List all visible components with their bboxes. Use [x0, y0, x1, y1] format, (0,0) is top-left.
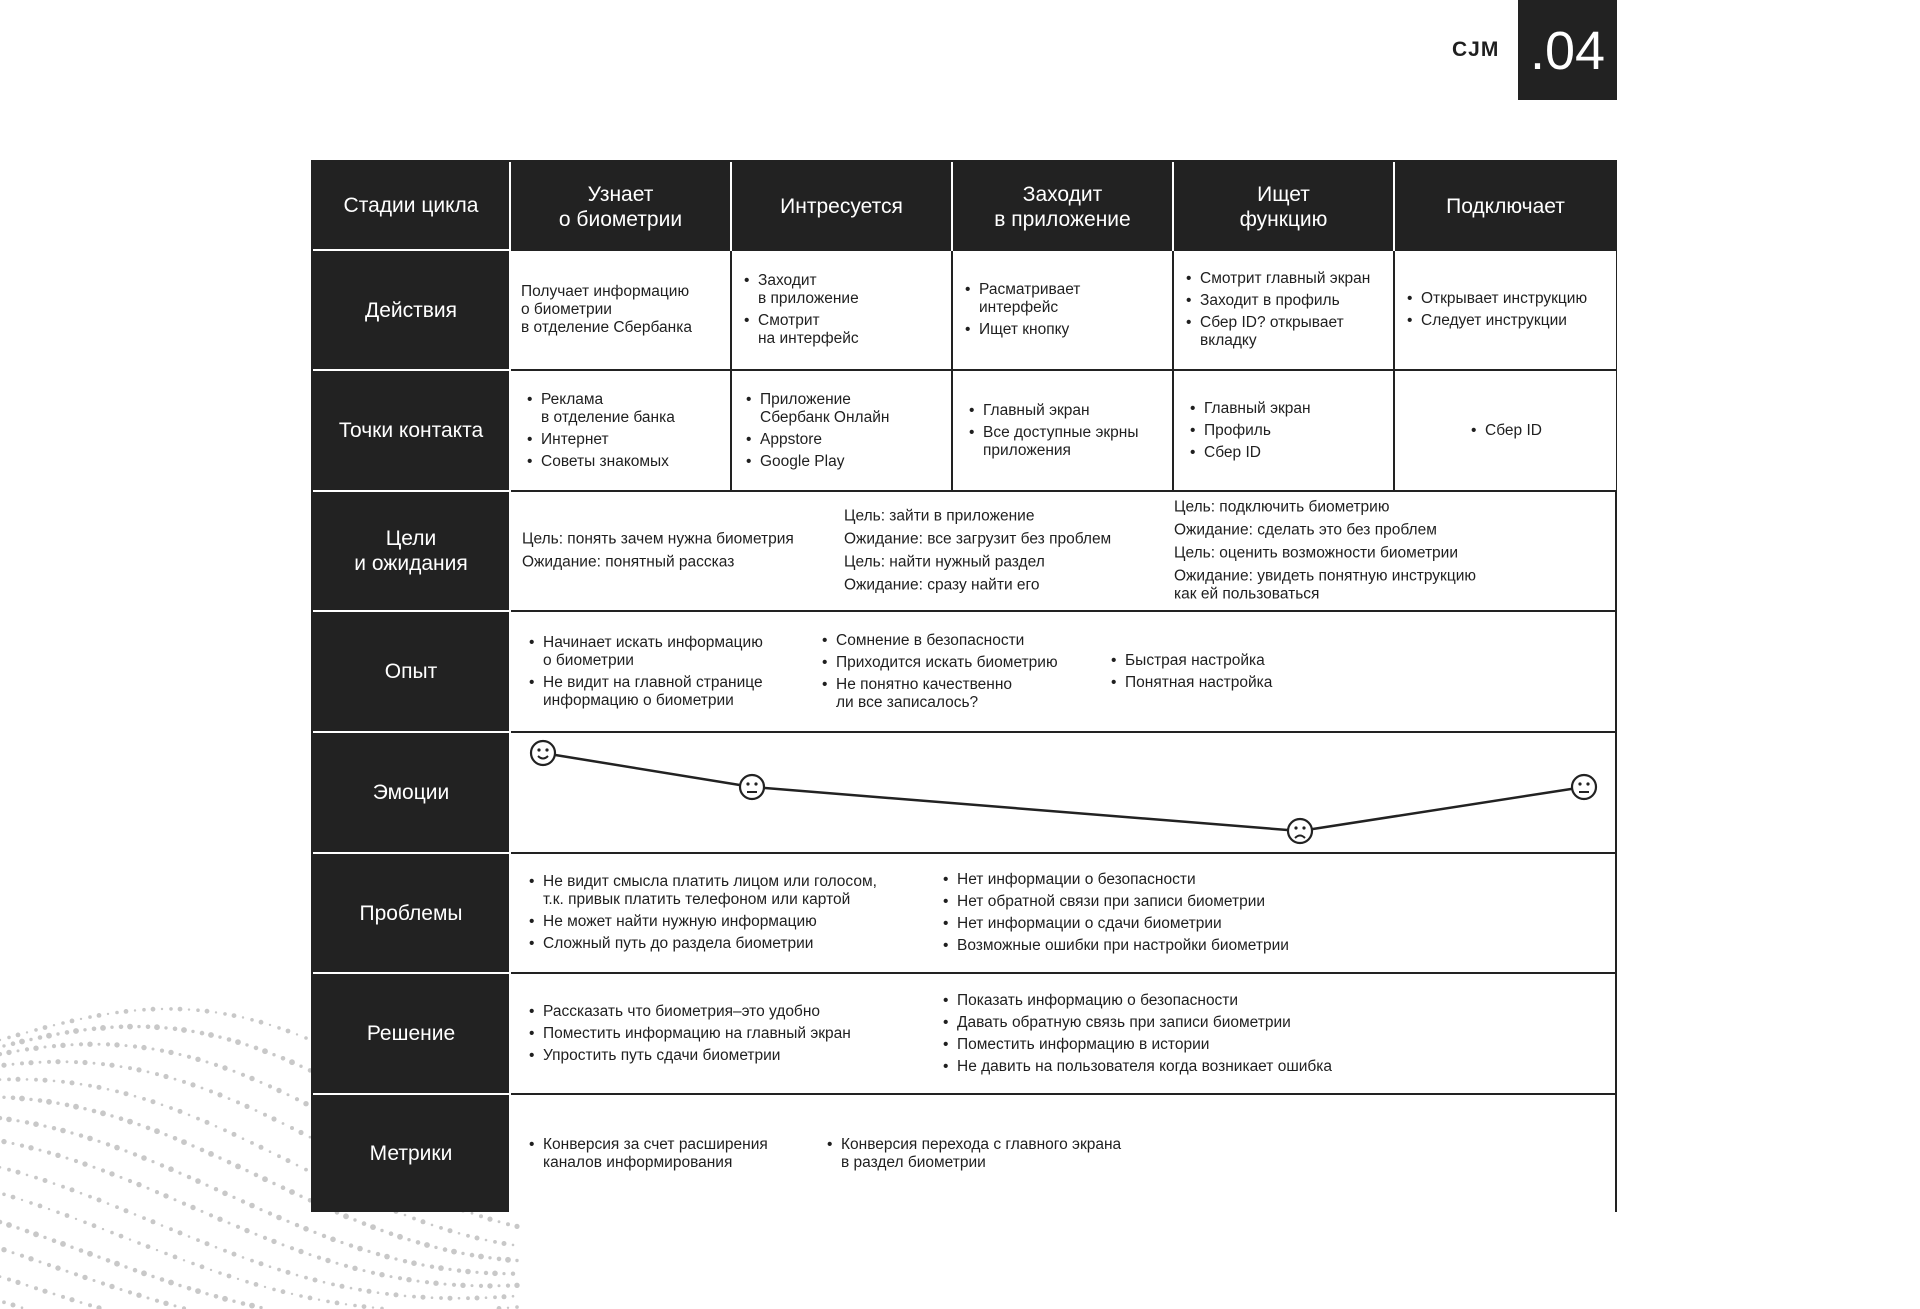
- list-item: • Заходит в приложение: [742, 272, 859, 308]
- list-item: • Интернет: [525, 431, 675, 449]
- list-item: • Поместить информацию в истории: [941, 1036, 1332, 1054]
- list-item: • Советы знакомых: [525, 453, 675, 471]
- list-item: • Сбер ID: [1188, 444, 1311, 462]
- touchpoints-cell: [511, 371, 732, 492]
- list-item: • Открывает инструкцию: [1405, 290, 1587, 308]
- table-row: [313, 371, 1615, 492]
- cjm-table: [311, 160, 1617, 1212]
- table-row: [313, 612, 1615, 733]
- table-row: [313, 251, 1615, 371]
- goal-line: Цель: оценить возможности биометрии: [1174, 544, 1458, 562]
- metrics-group: [825, 1132, 1121, 1176]
- goal-line: Ожидание: сделать это без проблем: [1174, 521, 1437, 539]
- list-item: • Не может найти нужную информацию: [527, 913, 877, 931]
- bullet-list: [1109, 652, 1272, 692]
- list-item: • Давать обратную связь при записи биометрии: [941, 1014, 1332, 1032]
- list-item: • Понятная настройка: [1109, 674, 1272, 692]
- list-item: • Нет обратной связи при записи биометрии: [941, 893, 1289, 911]
- goals-cell: [511, 492, 1615, 612]
- row-header-emotions: Эмоции: [313, 733, 511, 854]
- bullet-list: [525, 387, 675, 475]
- problems-cell: [511, 854, 1615, 974]
- bullet-list: [941, 871, 1289, 955]
- table-row: [313, 162, 1615, 251]
- actions-cell: [1174, 251, 1395, 371]
- bullet-list: [744, 387, 889, 475]
- problems-group: [527, 869, 877, 957]
- list-item: • Сложный путь до раздела биометрии: [527, 935, 877, 953]
- stage-header: Узнает о биометрии: [511, 162, 732, 251]
- list-item: • Быстрая настройка: [1109, 652, 1272, 670]
- goals-group: [1174, 494, 1476, 609]
- list-item: • Сбер ID: [1469, 422, 1542, 440]
- list-item: • Appstore: [744, 431, 889, 449]
- bullet-list: [967, 398, 1138, 464]
- goal-line: Ожидание: понятный рассказ: [522, 553, 735, 571]
- emotion-neutral-face-icon: [1572, 775, 1596, 799]
- list-item: • Смотрит на интерфейс: [742, 312, 859, 348]
- list-item: • Профиль: [1188, 422, 1311, 440]
- list-item: • Реклама в отделение банка: [525, 391, 675, 427]
- touchpoints-cell: [953, 371, 1174, 492]
- list-item: • Все доступные экрны приложения: [967, 424, 1138, 460]
- emotion-sad-face-icon: [1288, 819, 1312, 843]
- row-header-metrics: Метрики: [313, 1095, 511, 1212]
- goal-line: Цель: найти нужный раздел: [844, 553, 1045, 571]
- bullet-list: [527, 1003, 851, 1065]
- list-item: • Сомнение в безопасности: [820, 632, 1058, 650]
- list-item: • Приходится искать биометрию: [820, 654, 1058, 672]
- list-item: • Главный экран: [1188, 400, 1311, 418]
- experience-group: [1109, 648, 1272, 696]
- list-item: • Сбер ID? открывает вкладку: [1184, 314, 1370, 350]
- bullet-list: [825, 1136, 1121, 1172]
- list-item: • Не понятно качественно ли все записалось?: [820, 676, 1058, 712]
- list-item: • Следует инструкции: [1405, 312, 1587, 330]
- experience-group: [527, 630, 763, 714]
- table-row: [313, 1095, 1615, 1212]
- goal-line: Цель: подключить биометрию: [1174, 498, 1390, 516]
- stage-header: Интресуется: [732, 162, 953, 251]
- list-item: • Показать информацию о безопасности: [941, 992, 1332, 1010]
- row-header-solutions: Решение: [313, 974, 511, 1095]
- list-item: • Начинает искать информацию о биометрии: [527, 634, 763, 670]
- bullet-list: [1469, 418, 1542, 444]
- table-row: [313, 733, 1615, 854]
- stage-header: Подключает: [1395, 162, 1616, 251]
- list-item: • Расматривает интерфейс: [963, 281, 1080, 317]
- actions-cell: [511, 251, 732, 371]
- touchpoints-cell: [1395, 371, 1616, 492]
- list-item: • Ищет кнопку: [963, 321, 1080, 339]
- section-number: .04: [1518, 0, 1617, 100]
- bullet-list: [742, 268, 859, 352]
- table-row: [313, 854, 1615, 974]
- bullet-list: [820, 632, 1058, 712]
- goals-group: [844, 503, 1111, 600]
- list-item: • Google Play: [744, 453, 889, 471]
- list-item: • Не видит на главной странице информацию о биометрии: [527, 674, 763, 710]
- row-header-goals: Цели и ожидания: [313, 492, 511, 612]
- bullet-list: [1405, 286, 1587, 334]
- bullet-list: [963, 277, 1080, 343]
- experience-cell: [511, 612, 1615, 733]
- emotion-curve: [511, 733, 1615, 852]
- row-header-problems: Проблемы: [313, 854, 511, 974]
- solutions-group: [941, 988, 1332, 1080]
- metrics-cell: [511, 1095, 1615, 1212]
- list-item: • Рассказать что биометрия–это удобно: [527, 1003, 851, 1021]
- list-item: • Нет информации о сдачи биометрии: [941, 915, 1289, 933]
- list-item: • Конверсия перехода с главного экрана в раздел биометрии: [825, 1136, 1121, 1172]
- list-item: • Не давить на пользователя когда возникает ошибка: [941, 1058, 1332, 1076]
- goal-line: Цель: зайти в приложение: [844, 507, 1035, 525]
- row-header-stages: Стадии цикла: [313, 162, 511, 251]
- list-item: • Конверсия за счет расширения каналов информирования: [527, 1136, 768, 1172]
- emotion-happy-face-icon: [531, 741, 555, 765]
- cell-text: Получает информацию о биометрии в отделение Сбербанка: [521, 283, 692, 336]
- list-item: • Нет информации о безопасности: [941, 871, 1289, 889]
- bullet-list: [527, 634, 763, 710]
- bullet-list: [527, 873, 877, 953]
- actions-cell: [953, 251, 1174, 371]
- touchpoints-cell: [732, 371, 953, 492]
- bullet-list: [527, 1136, 768, 1172]
- touchpoints-cell: [1174, 371, 1395, 492]
- list-item: • Приложение Сбербанк Онлайн: [744, 391, 889, 427]
- list-item: • Упростить путь сдачи биометрии: [527, 1047, 851, 1065]
- goals-group: [522, 526, 794, 577]
- bullet-list: [1184, 266, 1370, 354]
- list-item: • Возможные ошибки при настройки биометрии: [941, 937, 1289, 955]
- goal-line: Ожидание: все загрузит без проблем: [844, 530, 1112, 548]
- row-header-touchpoints: Точки контакта: [313, 371, 511, 492]
- emotion-line: [543, 753, 1584, 831]
- goal-line: Ожидание: увидеть понятную инструкцию как ей пользоваться: [1174, 567, 1476, 603]
- list-item: • Главный экран: [967, 402, 1138, 420]
- list-item: • Не видит смысла платить лицом или голосом, т.к. привык платить телефоном или картой: [527, 873, 877, 909]
- goal-line: Цель: понять зачем нужна биометрия: [522, 530, 794, 548]
- bullet-list: [1188, 396, 1311, 466]
- bullet-list: [941, 992, 1332, 1076]
- list-item: • Смотрит главный экран: [1184, 270, 1370, 288]
- experience-group: [820, 628, 1058, 716]
- table-row: [313, 974, 1615, 1095]
- stage-header: Заходит в приложение: [953, 162, 1174, 251]
- solutions-cell: [511, 974, 1615, 1095]
- list-item: • Поместить информацию на главный экран: [527, 1025, 851, 1043]
- actions-cell: [732, 251, 953, 371]
- solutions-group: [527, 999, 851, 1069]
- row-header-actions: Действия: [313, 251, 511, 371]
- emotion-neutral-face-icon: [740, 775, 764, 799]
- section-label: CJM: [1452, 38, 1500, 61]
- problems-group: [941, 867, 1289, 959]
- metrics-group: [527, 1132, 768, 1176]
- goal-line: Ожидание: сразу найти его: [844, 576, 1040, 594]
- table-row: [313, 492, 1615, 612]
- actions-cell: [1395, 251, 1616, 371]
- emotions-cell: [511, 733, 1615, 854]
- list-item: • Заходит в профиль: [1184, 292, 1370, 310]
- stage-header: Ищет функцию: [1174, 162, 1395, 251]
- row-header-experience: Опыт: [313, 612, 511, 733]
